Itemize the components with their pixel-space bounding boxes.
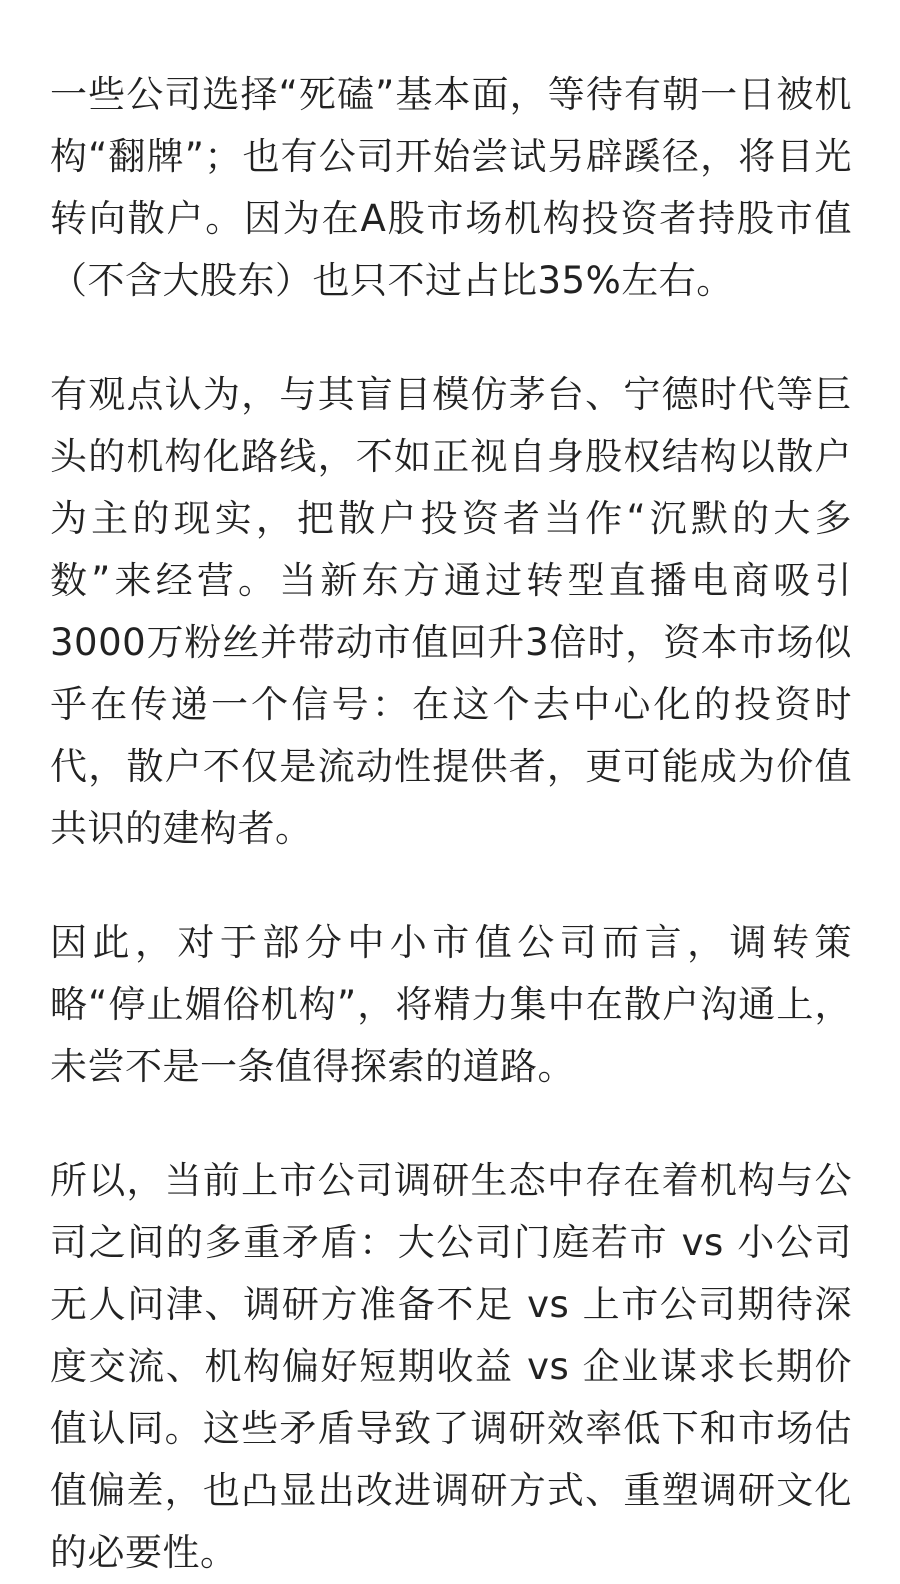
paragraph-3: 因此，对于部分中小市值公司而言，调转策略“停止媚俗机构”，将精力集中在散户沟通上，未尝不是一条值得探索的道路。 <box>50 921 852 1088</box>
article-body <box>50 64 852 1584</box>
paragraph-2: 有观点认为，与其盲目模仿茅台、宁德时代等巨头的机构化路线，不如正视自身股权结构以散户为主的现实，把散户投资者当作“沉默的大多数”来经营。当新东方通过转型直播电商吸引3000万粉丝并带动市值回升3倍时，资本市场似乎在传递一个信号：在这个去中心化的投资时代，散户不仅是流动性提供者，更可能成为价值共识的建构者。 <box>50 373 852 850</box>
paragraph-4: 所以，当前上市公司调研生态中存在着机构与公司之间的多重矛盾：大公司门庭若市 vs 小公司无人问津、调研方准备不足 vs 上市公司期待深度交流、机构偏好短期收益 vs 企业谋求长期价值认同。这些矛盾导致了调研效率低下和市场估值偏差，也凸显出改进调研方式、重塑调研文化的必要性。 <box>50 1159 852 1574</box>
paragraph-1: 一些公司选择“死磕”基本面，等待有朝一日被机构“翻牌”；也有公司开始尝试另辟蹊径，将目光转向散户。因为在A股市场机构投资者持股市值（不含大股东）也只不过占比35%左右。 <box>50 73 852 302</box>
